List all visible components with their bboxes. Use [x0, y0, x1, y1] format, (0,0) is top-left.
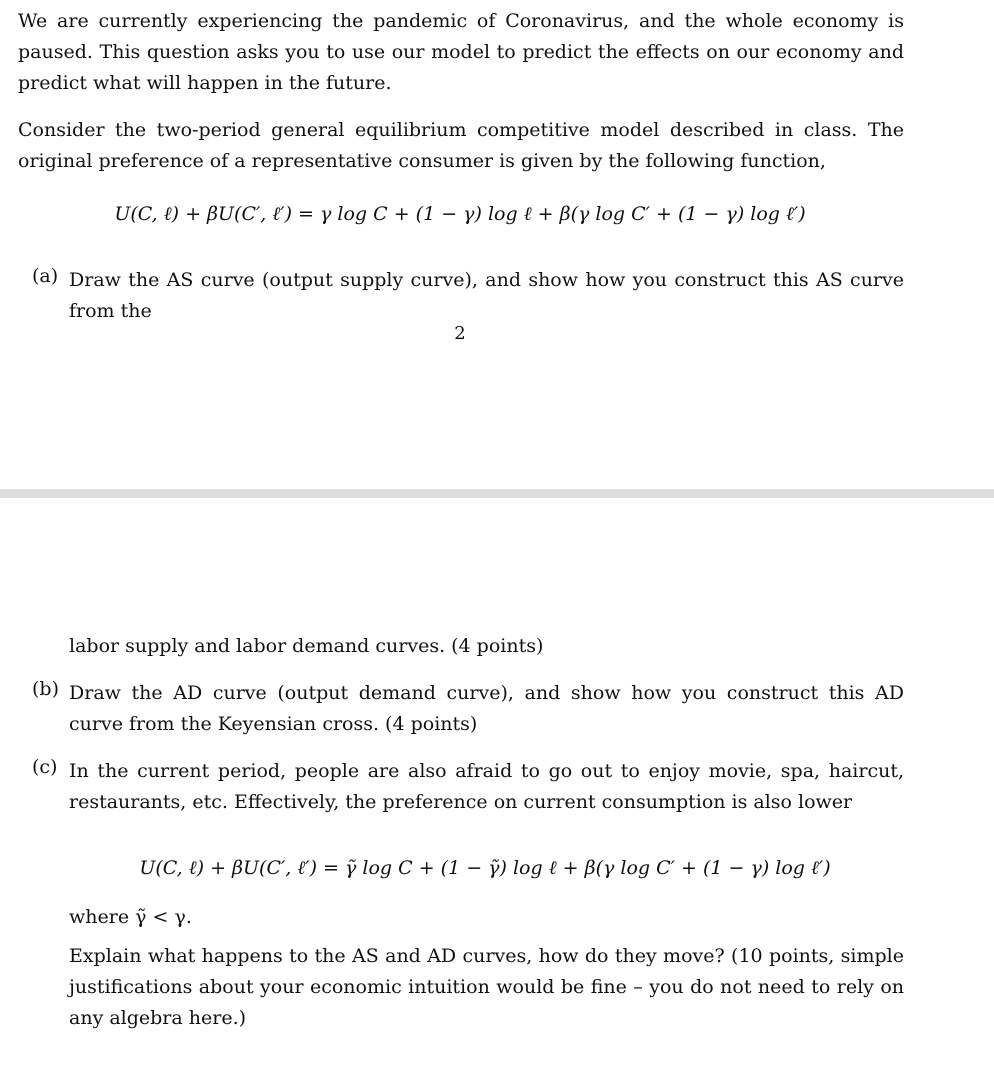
part-b-label: (b)	[32, 678, 59, 700]
page-separator	[0, 489, 994, 498]
part-c-label: (c)	[32, 756, 58, 778]
page-1	[0, 0, 994, 489]
part-a-text: Draw the AS curve (output supply curve), and show how you construct this AS curve from the	[69, 269, 904, 322]
part-b-text: Draw the AD curve (output demand curve), and show how you construct this AD curve from the Keyensian cross. (4 points)	[69, 682, 904, 735]
utility-equation-original: U(C, ℓ) + βU(C′, ℓ′) = γ log C + (1 − γ) log ℓ + β(γ log C′ + (1 − γ) log ℓ′)	[114, 203, 806, 225]
part-c-explain: Explain what happens to the AS and AD curves, how do they move? (10 points, simple justifications about your economic intuition would be fine – you do not need to rely on any algebra here.)	[69, 945, 904, 1029]
page-number: 2	[454, 323, 466, 344]
intro-paragraph: We are currently experiencing the pandemic of Coronavirus, and the whole economy is paused. This question asks you to use our model to predict the effects on our economy and predict what will happen in the future.	[18, 10, 904, 94]
where-condition: where γ̃ < γ.	[69, 906, 192, 928]
setup-paragraph: Consider the two-period general equilibrium competitive model described in class. The original preference of a representative consumer is given by the following function,	[18, 119, 904, 172]
part-c-text: In the current period, people are also afraid to go out to enjoy movie, spa, haircut, restaurants, etc. Effectively, the preference on current consumption is also lower	[69, 760, 904, 813]
part-a-text-continued: labor supply and labor demand curves. (4 points)	[69, 635, 544, 657]
part-a-label: (a)	[32, 265, 59, 287]
utility-equation-modified: U(C, ℓ) + βU(C′, ℓ′) = γ̃ log C + (1 − γ̃) log ℓ + β(γ log C′ + (1 − γ) log ℓ′)	[139, 857, 831, 879]
